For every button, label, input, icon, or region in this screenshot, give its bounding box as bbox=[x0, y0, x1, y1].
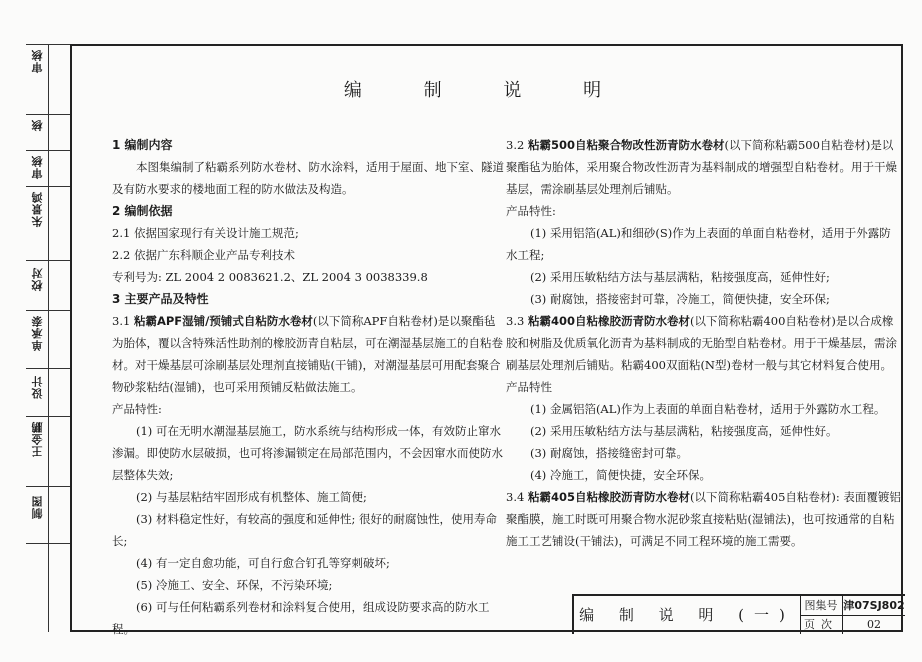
feature-item: (2) 与基层粘结牢固形成有机整体、施工简便; bbox=[136, 490, 367, 504]
side-label: 制图 bbox=[31, 495, 44, 519]
side-cell-proofread bbox=[26, 260, 70, 311]
approval-strip bbox=[26, 44, 70, 632]
feature-item: (4) 冷施工，简便快捷，安全环保。 bbox=[530, 468, 711, 482]
drawing-frame bbox=[70, 44, 905, 636]
title-block bbox=[572, 594, 905, 634]
section-2-heading: 2 编制依据 bbox=[112, 204, 173, 218]
feature-item: (3) 耐腐蚀，搭接密封可靠，冷施工，简便快捷，安全环保; bbox=[530, 292, 830, 306]
side-label: 核 bbox=[31, 119, 44, 131]
feature-item: (1) 采用铝箔(AL)和细砂(S)作为上表面的单面自粘卷材，适用于外露防水工程; bbox=[506, 226, 891, 262]
side-cell-reviewer-1 bbox=[26, 44, 70, 115]
section-1-heading: 1 编制内容 bbox=[112, 138, 173, 152]
side-label: 审核 bbox=[31, 49, 44, 73]
feature-item: (6) 可与任何粘霸系列卷材和涂料复合使用，组成设防要求高的防水工程。 bbox=[112, 600, 490, 636]
section-3-3-text: (以下简称粘霸400自粘卷材)是以合成橡胶和树脂及优质氧化沥青为基料制成的无胎型自粘卷材。用于干燥基层，需涂刷基层处理剂后铺贴。粘霸400双面粘(N型)卷材一般与其它材料复合使用。 bbox=[506, 314, 897, 372]
page-number-value: 02 bbox=[867, 618, 881, 631]
side-label: 校对 bbox=[31, 267, 44, 291]
section-3-1-text: (以下简称APF自粘卷材)是以聚酯毡为胎体，覆以含特殊活性助剂的橡胶沥青自粘层，可在潮湿基层施工的自粘卷材。对干燥基层可涂刷基层处理剂直接铺贴(干铺)，对潮湿基层可用配套聚合物砂浆粘结(湿铺)，也可采用预铺反粘做法施工。 bbox=[112, 314, 503, 394]
section-3-2 bbox=[506, 134, 901, 200]
section-3-2-text: (以下简称粘霸500自粘卷材)是以聚酯毡为胎体，采用聚合物改性沥青为基料制成的增强型自粘卷材。用于干燥基层，需涂刷基层处理剂后铺贴。 bbox=[506, 138, 897, 196]
section-3-3-number: 3.3 bbox=[506, 314, 525, 328]
section-2-line-1: 2.1 依据国家现行有关设计施工规范; bbox=[112, 226, 299, 240]
section-3-4 bbox=[506, 486, 901, 552]
section-1-body: 本图集编制了粘霸系列防水卷材、防水涂料，适用于屋面、地下室、隧道及有防水要求的楼地面工程的防水做法及构造。 bbox=[112, 160, 504, 196]
section-3-1-number: 3.1 bbox=[112, 314, 131, 328]
side-cell-design bbox=[26, 368, 70, 417]
left-column bbox=[112, 134, 504, 640]
feature-item: (5) 冷施工、安全、环保，不污染环境; bbox=[136, 578, 333, 592]
section-2-line-2: 2.2 依据广东科顺企业产品专利技术 bbox=[112, 248, 295, 262]
side-cell-reviewer-2 bbox=[26, 150, 70, 187]
side-label: 设计 bbox=[31, 375, 44, 399]
page-title: 编 制 说 明 bbox=[343, 80, 630, 101]
side-cell-name-shan bbox=[26, 310, 70, 369]
features-label: 产品特性: bbox=[112, 402, 162, 416]
section-2-line-3: 专利号为: ZL 2004 2 0083621.2、ZL 2004 3 0038339.8 bbox=[112, 270, 428, 284]
side-cell-check bbox=[26, 114, 70, 151]
side-cell-name-zhu bbox=[26, 186, 70, 261]
side-label: 王金鹏 bbox=[31, 421, 44, 457]
feature-item: (4) 有一定自愈功能，可自行愈合钉孔等穿刺破坏; bbox=[136, 556, 390, 570]
section-3-3-title: 粘霸400自粘橡胶沥青防水卷材 bbox=[527, 314, 690, 328]
features-label: 产品特性 bbox=[506, 380, 552, 394]
side-label: 审核 bbox=[31, 155, 44, 179]
side-label: 朱景鸿 bbox=[31, 191, 44, 227]
section-3-4-text: (以下简称粘霸405自粘卷材): 表面覆镀铝聚酯膜，施工时既可用聚合物水泥砂浆直接粘贴(湿铺法)，也可按通常的自粘施工工艺铺设(干铺法)，可满足不同工程环境的施工需要。 bbox=[506, 490, 901, 548]
page-number-label: 页次 bbox=[800, 616, 843, 634]
feature-item: (3) 材料稳定性好，有较高的强度和延伸性; 很好的耐腐蚀性，使用寿命长; bbox=[112, 512, 497, 548]
side-label: 单承泰 bbox=[31, 315, 44, 351]
atlas-number-label: 图集号 bbox=[800, 596, 843, 616]
side-cell-name-wang bbox=[26, 416, 70, 487]
section-3-heading: 3 主要产品及特性 bbox=[112, 292, 209, 306]
section-3-1 bbox=[112, 310, 504, 398]
side-cell-drawing bbox=[26, 486, 70, 544]
feature-item: (1) 金属铝箔(AL)作为上表面的单面自粘卷材，适用于外露防水工程。 bbox=[530, 402, 886, 416]
feature-item: (2) 采用压敏粘结方法与基层满粘，粘接强度高，延伸性好。 bbox=[530, 424, 838, 438]
section-3-2-number: 3.2 bbox=[506, 138, 525, 152]
section-3-1-title: 粘霸APF湿铺/预铺式自粘防水卷材 bbox=[133, 314, 313, 328]
features-label: 产品特性: bbox=[506, 204, 556, 218]
feature-item: (2) 采用压敏粘结方法与基层满粘，粘接强度高，延伸性好; bbox=[530, 270, 830, 284]
section-3-4-number: 3.4 bbox=[506, 490, 525, 504]
title-block-name: 编 制 说 明 (一) bbox=[574, 596, 801, 634]
section-3-4-title: 粘霸405自粘橡胶沥青防水卷材 bbox=[527, 490, 690, 504]
feature-item: (3) 耐腐蚀，搭接缝密封可靠。 bbox=[530, 446, 688, 460]
section-3-2-title: 粘霸500自粘聚合物改性沥青防水卷材 bbox=[527, 138, 725, 152]
right-column bbox=[506, 134, 901, 552]
feature-item: (1) 可在无明水潮湿基层施工，防水系统与结构形成一体，有效防止窜水渗漏。即使防水层破损，也可将渗漏锁定在局部范围内，不会因窜水而使防水层整体失效; bbox=[112, 424, 503, 482]
atlas-number-value: 津07SJ802 bbox=[843, 596, 905, 616]
section-3-3 bbox=[506, 310, 901, 376]
